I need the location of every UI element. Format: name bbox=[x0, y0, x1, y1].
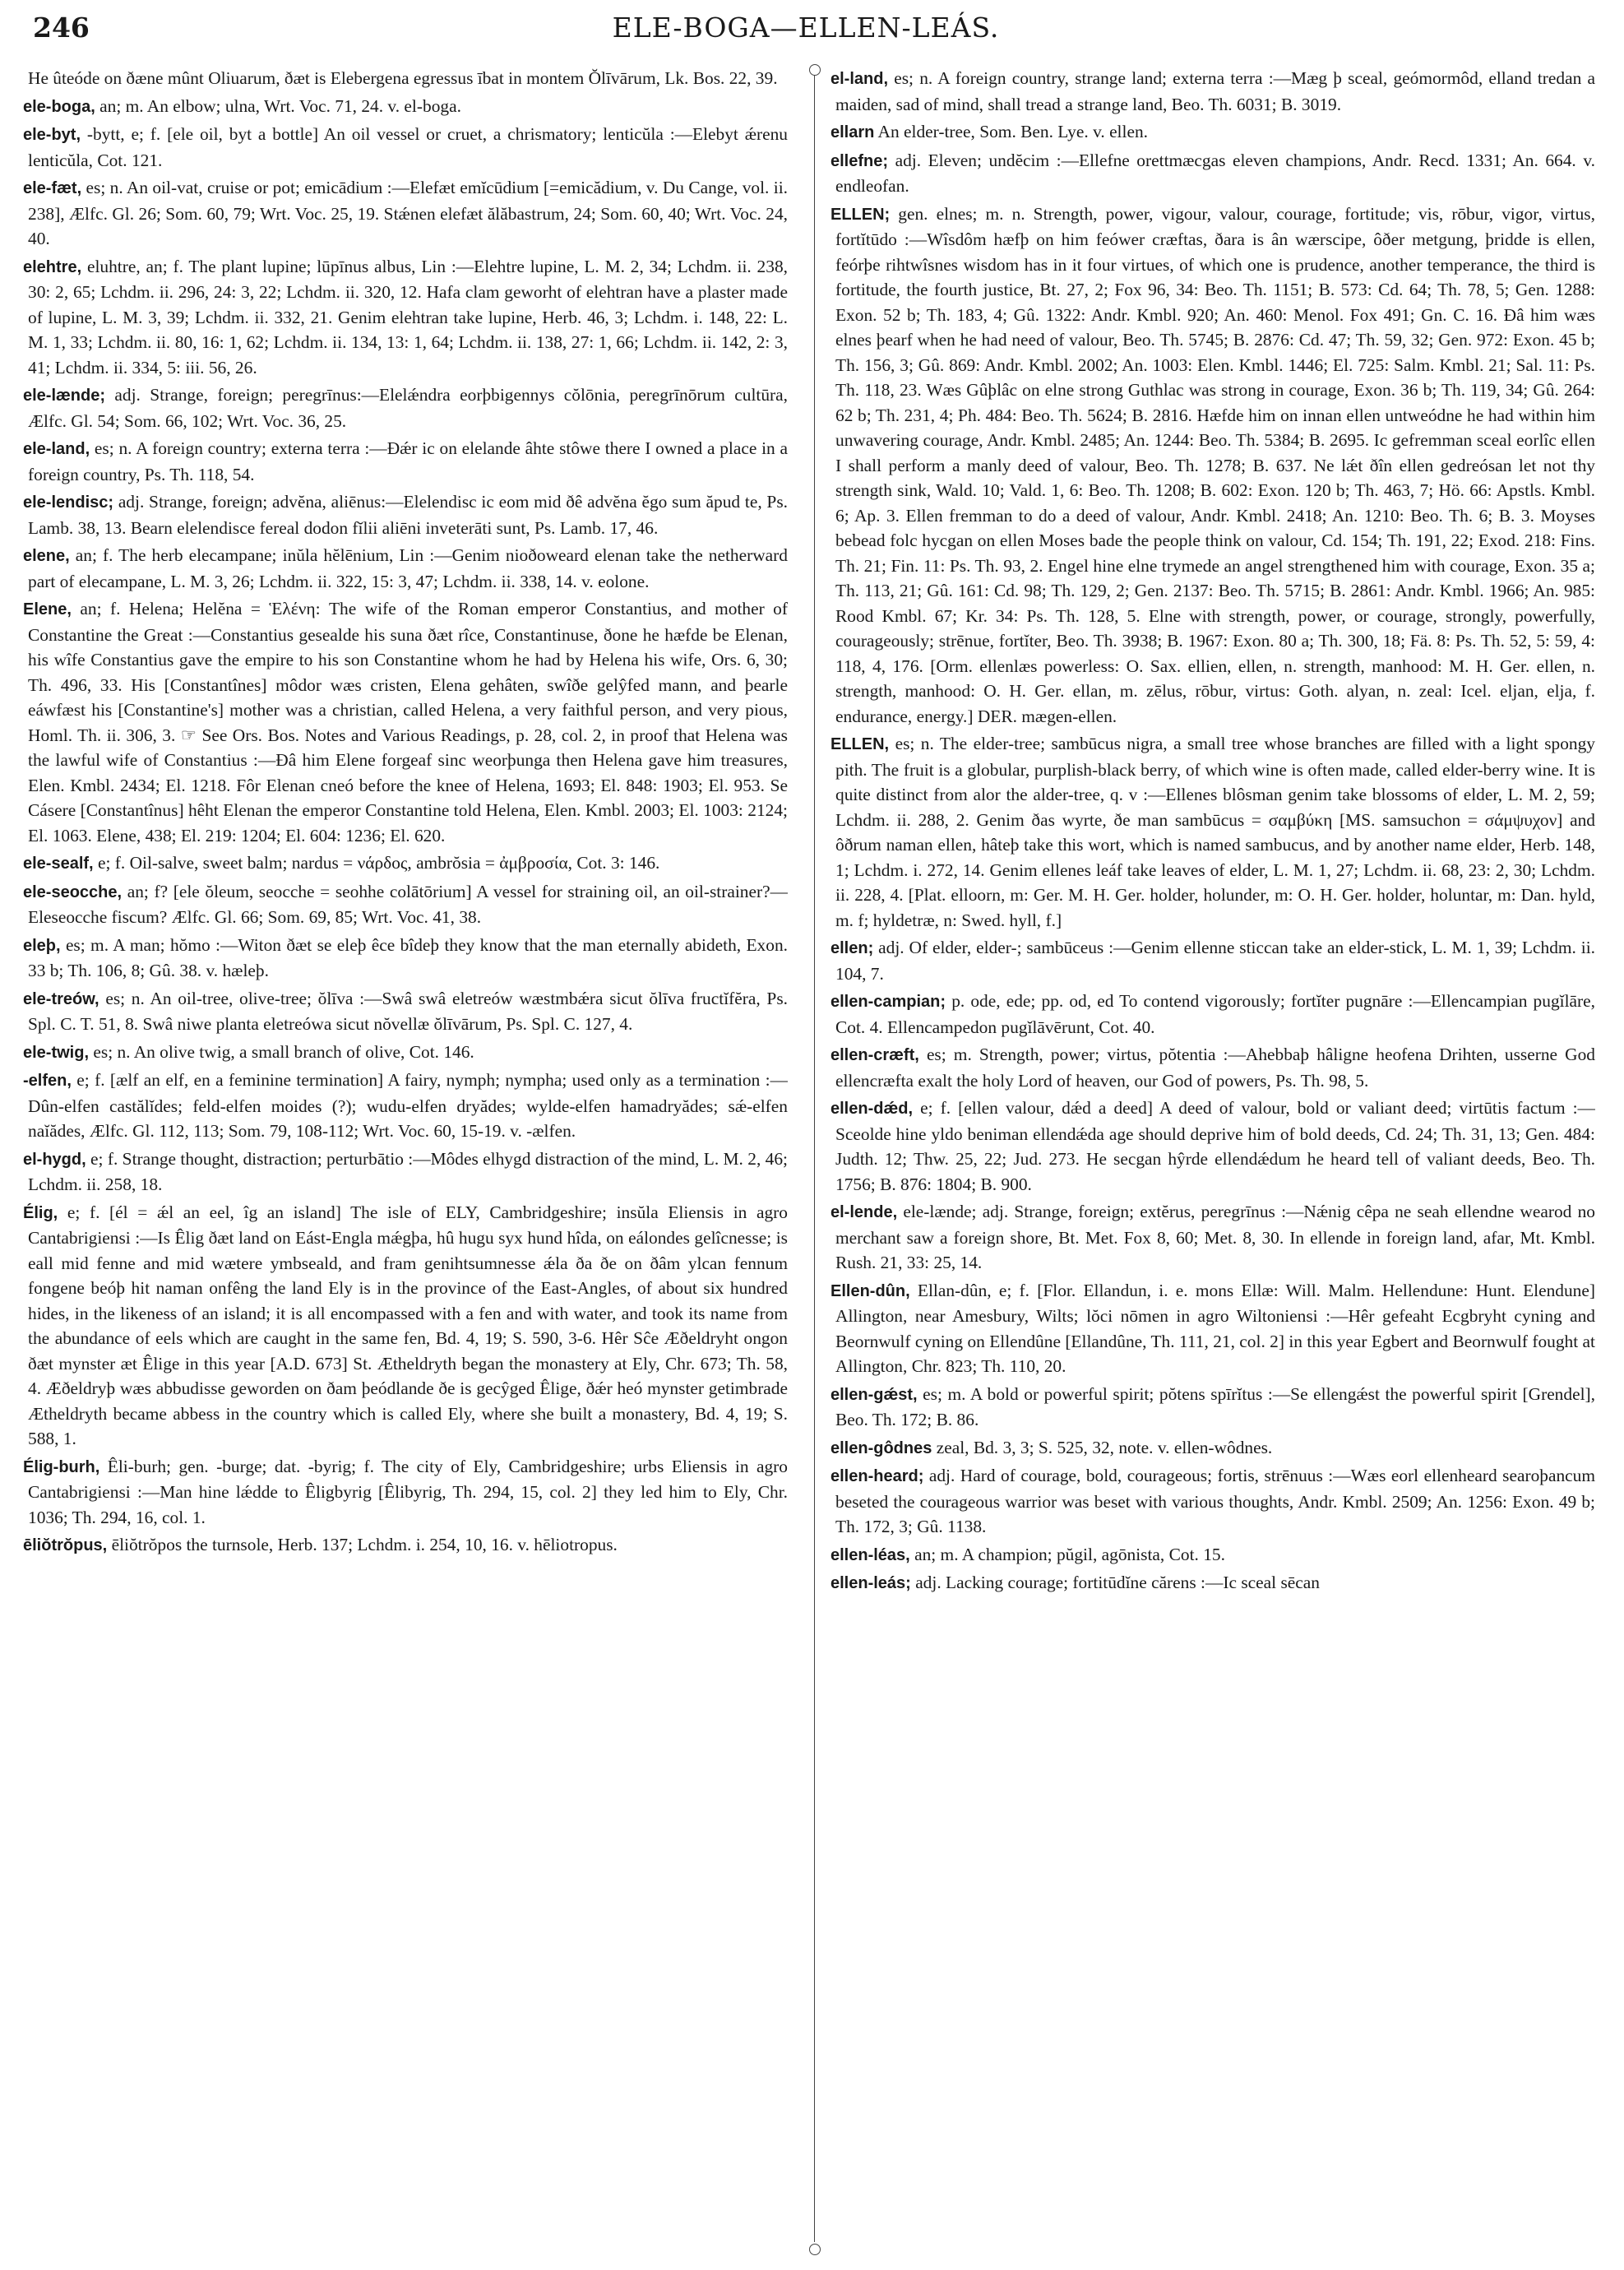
dictionary-entry bbox=[23, 94, 788, 120]
left-column bbox=[23, 66, 788, 2245]
dictionary-entry bbox=[831, 1042, 1595, 1093]
entry-definition: es; n. An oil-vat, cruise or pot; emicādium :—Elefæt emĭcūdium [=emicădium, v. Du Cange, vol. ii. 238], Ælfc. Gl. 26; Som. 60, 79; Wrt. Voc. 25, 19. Stǽnen elefæt ălăbastrum, 24; Som. 60, 40; Wrt. Voc. 24, 40. bbox=[28, 178, 788, 248]
entry-headword: Élig-burh, bbox=[23, 1457, 100, 1476]
entry-definition: es; n. A foreign country, strange land; externa terra :—Mæg þ sceal, geómormôd, elland tredan a maiden, sad of mind, shall tread a strange land, Beo. Th. 6031; B. 3019. bbox=[835, 68, 1595, 114]
entry-definition: es; n. The elder-tree; sambūcus nigra, a small tree whose branches are filled with a light spongy pith. The fruit is a globular, purplish-black berry, of which wine is often made, called elder-berry wine. It is quite distinct from alor the alder-tree, q. v :—Ellenes blôsman genim take blossoms of elder, L. M. 2, 59; Lchdm. ii. 288, 2. Genim ðas wyrte, ðe man sambūcus = σαμβύκη [MS. samsuchon = σάμψυχον] and ôðrum naman ellen, hâteþ take this wort, which is named sambucus, and by another name elder, Herb. 148, 1; Lchdm. i. 272, 14. Genim ellenes leáf take leaves of elder, L. M. 1, 27; Lchdm. ii. 68, 23: 2, 30; Lchdm. ii. 228, 4. [Plat. elloorn, m: Ger. M. H. Ger. holder, holunder, m: O. H. Ger. holder, holuntar, m: Dan. hyld, m. f; hyldetræ, n: Swed. hyll, f.] bbox=[835, 734, 1595, 930]
entry-definition: -bytt, e; f. [ele oil, byt a bottle] An oil vessel or cruet, a chrismatory; lenticŭla :—Elebyt ǽrenu lenticŭla, Cot. 121. bbox=[28, 124, 788, 170]
entry-headword: Ellen-dûn, bbox=[831, 1281, 910, 1300]
entry-headword: ele-boga, bbox=[23, 97, 95, 116]
entry-headword: Elene, bbox=[23, 600, 72, 618]
entry-definition: an; f? [ele ŏleum, seocche = seohhe colātōrium] A vessel for straining oil, an oil-strainer?—Eleseocche fiscum? Ælfc. Gl. 66; Som. 69, 85; Wrt. Voc. 41, 38. bbox=[28, 881, 788, 927]
entry-headword: ELLEN; bbox=[831, 205, 891, 224]
dictionary-entry bbox=[23, 543, 788, 594]
entry-headword: ellen; bbox=[831, 939, 874, 957]
entry-headword: ellen-gǽst, bbox=[831, 1385, 918, 1404]
dictionary-entry bbox=[831, 66, 1595, 117]
entry-headword: elehtre, bbox=[23, 257, 82, 276]
entry-definition: adj. Eleven; undĕcim :—Ellefne orettmæcgas eleven champions, Andr. Recd. 1331; An. 664. v. endleofan. bbox=[835, 150, 1595, 196]
entry-headword: ele-seocche, bbox=[23, 883, 123, 901]
entry-definition: p. ode, ede; pp. od, ed To contend vigorously; fortĭter pugnāre :—Ellencampian pugĭlāre, Cot. 4. Ellencampedon pugĭlāvērunt, Cot. 40. bbox=[835, 991, 1595, 1037]
dictionary-entry bbox=[23, 596, 788, 848]
entry-definition: es; m. A man; hŏmo :—Witon ðæt se eleþ êce bîdeþ they know that the man eternally abideth, Exon. 33 b; Th. 106, 8; Gû. 38. v. hæleþ. bbox=[28, 934, 788, 980]
dictionary-entry bbox=[831, 935, 1595, 986]
entry-definition: gen. elnes; m. n. Strength, power, vigour, valour, courage, fortitude; vis, rōbur, vigor, virtus, fortĭtūdo :—Wîsdôm hæfþ on him feówer cræftas, ðara is ân wærscipe, ôðer metgung, þridde is ellen, feórþe rihtwîsnes wisdom has in it four virtues, of which one is prudence, another temperance, the third is fortitude, the fourth justice, Bt. 27, 2; Fox 96, 34: Beo. Th. 1151; B. 573: Cd. 64; Th. 78, 5; Gen. 1288: Exon. 52 b; Th. 183, 4; Gû. 1322: Andr. Kmbl. 920; An. 460: Menol. Fox 491; Gn. C. 16. Ðâ him wæs elnes þearf when he had need of valour, Beo. Th. 5745; B. 2876: Cd. 47; Th. 59, 32; Gen. 972: Exon. 45 b; Th. 156, 3; Gû. 869: Andr. Kmbl. 2002; An. 1003: Elen. Kmbl. 1446; El. 725: Salm. Kmbl. 21; Sal. 11: Ps. Th. 118, 23. Wæs Gûþlâc on elne strong Guthlac was strong in courage, Exon. 36 b; Th. 119, 34; Gû. 264: 62 b; Th. 231, 4; Ph. 484: Beo. Th. 5624; B. 2816. Hæfde him on innan ellen untweódne he had within him unwavering courage, Andr. Kmbl. 2485; An. 1244: Beo. Th. 5384; B. 2695. Ic gefremman sceal eorlîc ellen I shall perform a manly deed of valour, Beo. Th. 1278; B. 637. Ne lǽt ðîn ellen gedreósan let not thy strength sink, Wald. 10; Vald. 1, 6: Beo. Th. 1208; B. 602: Exon. 120 b; Th. 463, 7; Hö. 66: Apstls. Kmbl. 6; Ap. 3. Ellen fremman to do a deed of valour, Andr. Kmbl. 2418; An. 1210: Beo. Th. 6; B. 3. Moyses bebead folc hycgan on ellen Moses bade the people think on valour, Cd. 154; Th. 191, 22; Exod. 218: Fins. Th. 21; Fin. 11: Ps. Th. 93, 2. Engel hine elne trymede an angel strengthened him with courage, Exon. 35 a; Th. 113, 21; Gû. 161: Cd. 98; Th. 129, 2; Gen. 2137: Beo. Th. 5715; B. 2861: Andr. Kmbl. 1966; An. 985: Rood Kmbl. 67; Kr. 34: Ps. Th. 128, 5. Elne with strength, power, or courage, strongly, powerfully, courageously; strēnue, fortĭter, Beo. Th. 3938; B. 1967: Exon. 80 a; Th. 300, 18; Fä. 8: Ps. Th. 52, 5: 59, 4: 118, 4, 176. [Orm. ellenlæs powerless: O. Sax. ellien, ellen, n. strength, manhood: M. H. Ger. ellen, n. strength, manhood: O. H. Ger. ellan, m. zēlus, rōbur, virtus: Goth. alyan, n. zeal: Icel. eljan, elja, f. endurance, energy.] DER. mægen-ellen. bbox=[835, 203, 1595, 726]
entry-definition: an; f. The herb elecampane; inŭla hĕlēnium, Lin :—Genim nioðoweard elenan take the netherward part of elecampane, L. M. 3, 26; Lchdm. ii. 322, 15: 3, 47; Lchdm. ii. 338, 14. v. eolone. bbox=[28, 545, 788, 591]
dictionary-entry bbox=[23, 1068, 788, 1144]
dictionary-entry bbox=[831, 989, 1595, 1040]
dictionary-entry bbox=[23, 1147, 788, 1198]
entry-definition: eluhtre, an; f. The plant lupine; lūpīnus albus, Lin :—Elehtre lupine, L. M. 2, 34; Lchdm. ii. 238, 30: 2, 65; Lchdm. ii. 296, 24: 3, 22; Lchdm. ii. 320, 12. Hafa clam geworht of elehtran have a plaster made of lupine, L. M. 3, 39; Lchdm. ii. 332, 21. Genim elehtran take lupine, Herb. 46, 3; Lchdm. i. 148, 22: L. M. 1, 33; Lchdm. ii. 80, 16: 1, 62; Lchdm. ii. 134, 13: 1, 64; Lchdm. ii. 138, 27: 1, 66; Lchdm. ii. 142, 2: 3, 41; Lchdm. ii. 334, 5: iii. 56, 26. bbox=[28, 256, 788, 378]
entry-headword: ele-lendisc; bbox=[23, 493, 114, 512]
entry-headword: ele-lænde; bbox=[23, 387, 106, 405]
entry-headword: el-land, bbox=[831, 70, 889, 88]
entry-headword: ellen-cræft, bbox=[831, 1046, 919, 1064]
entry-headword: ele-byt, bbox=[23, 126, 81, 144]
dictionary-entry bbox=[831, 148, 1595, 199]
dictionary-entry bbox=[831, 202, 1595, 730]
entry-definition: e; f. [ælf an elf, en a feminine termination] A fairy, nymph; nympha; used only as a termination :—Dûn-elfen castălĭdes; feld-elfen moides (?); wudu-elfen dryădes; wylde-elfen hamadryădes; sǽ-elfen naĭădes, Ælfc. Gl. 112, 113; Som. 79, 108-112; Wrt. Voc. 60, 15-19. v. -ælfen. bbox=[28, 1070, 788, 1141]
entry-headword: elene, bbox=[23, 547, 70, 565]
entry-definition: e; f. [él = ǽl an eel, îg an island] The isle of ELY, Cambridgeshire; insŭla Eliensis in agro Cantabrigiensi :—Is Êlig ðæt land on Eást-Engla mǽgþa, hû hugu syx hund hîda, on eálondes gelîcnesse; is eall mid fenne and mid wætere ymbseald, and fram genihtsumnesse ǽla ða ðe on ðâm ylcan fennum fongene beóþ hit naman onfêng the land Ely is in the province of the East-Angles, of about six hundred hides, in the likeness of an island; it is all encompassed with a fen and with water, and took its name from the abundance of eels which are caught in the same fen, Bd. 4, 19; S. 590, 3-6. Hêr Sĉe Æðeldryht ongon ðæt mynster æt Êlige in this year [A.D. 673] St. Ætheldryth began the monastery at Ely, Chr. 673; Th. 58, 4. Æðeldryþ wæs abbudisse geworden on ðam þeódlande ðe is gecŷged Êlige, ðǽr heó mynster getimbrade Ætheldryth became abbess in the country which is called Ely, where she built a monastery, Bd. 4, 19; S. 588, 1. bbox=[28, 1202, 788, 1448]
entry-definition: ele-lænde; adj. Strange, foreign; extĕrus, peregrīnus :—Nǽnig cêpa ne seah ellendne wearod no merchant saw a foreign shore, Bt. Met. Fox 8, 60; Met. 8, 30. In ellende in foreign land, afar, Mt. Kmbl. Rush. 21, 33: 25, 14. bbox=[835, 1202, 1595, 1272]
dictionary-entry bbox=[831, 1463, 1595, 1540]
dictionary-entry bbox=[23, 1454, 788, 1531]
entry-headword: ele-sealf, bbox=[23, 855, 94, 873]
dictionary-entry bbox=[23, 933, 788, 984]
dictionary-entry bbox=[23, 1040, 788, 1066]
entry-headword: ele-twig, bbox=[23, 1043, 90, 1062]
entry-definition: An elder-tree, Som. Ben. Lye. v. ellen. bbox=[877, 122, 1148, 141]
entry-definition: adj. Lacking courage; fortitūdĭne cărens :—Ic sceal sēcan bbox=[915, 1573, 1320, 1592]
entry-definition: He ûteóde on ðæne mûnt Oliuarum, ðæt is Elebergena egressus ībat in montem Ŏlīvārum, Lk. Bos. 22, 39. bbox=[28, 68, 778, 88]
entry-definition: e; f. Oil-salve, sweet balm; nardus = νάρδος, ambrŏsia = ἀμβροσία, Cot. 3: 146. bbox=[97, 853, 660, 873]
dictionary-entry bbox=[23, 254, 788, 381]
entry-headword: ēliŏtrŏpus, bbox=[23, 1536, 108, 1554]
dictionary-entry bbox=[23, 986, 788, 1037]
entry-headword: -elfen, bbox=[23, 1072, 72, 1090]
entry-definition: adj. Strange, foreign; peregrīnus:—Elelǽndra eorþbigennys cŏlōnia, peregrīnōrum cultūra, Ælfc. Gl. 54; Som. 66, 102; Wrt. Voc. 36, 25. bbox=[28, 385, 788, 431]
entry-definition: Êli-burh; gen. -burge; dat. -byrig; f. The city of Ely, Cambridgeshire; urbs Eliensis in agro Cantabrigiensi :—Man hine lǽdde to Êligbyrig [Êlibyrig, Th. 294, 15, col. 2] they led him to Ely, Chr. 1036; Th. 294, 16, col. 1. bbox=[28, 1456, 788, 1527]
dictionary-entry bbox=[23, 122, 788, 173]
entry-definition: Ellan-dûn, e; f. [Flor. Ellandun, i. e. mons Ellæ: Will. Malm. Hellendune: Hunt. Elendune] Allington, near Amesbury, Wilts; lŏci nōmen in agro Wiltoniensi :—Hêr gefeaht Ecgbryht cyning and Beornwulf cyning on Ellendûne [Ellandûne, Th. 111, 21, col. 2] in this year Egbert and Beornwulf fought at Allington, Chr. 823; Th. 110, 20. bbox=[835, 1280, 1595, 1376]
entry-definition: es; m. A bold or powerful spirit; pŏtens spīrĭtus :—Se ellengǽst the powerful spirit [Grendel], Beo. Th. 172; B. 86. bbox=[835, 1383, 1595, 1429]
dictionary-entry bbox=[831, 1278, 1595, 1379]
entry-definition: an; m. A champion; pŭgil, agōnista, Cot. 15. bbox=[914, 1544, 1225, 1564]
entry-headword: eleþ, bbox=[23, 936, 61, 955]
entry-headword: ellen-léas, bbox=[831, 1545, 910, 1564]
entry-definition: an; m. An elbow; ulna, Wrt. Voc. 71, 24. v. el-boga. bbox=[99, 95, 461, 116]
dictionary-entry bbox=[831, 1199, 1595, 1276]
entry-definition: e; f. [ellen valour, dǽd a deed] A deed of valour, bold or valiant deed; virtūtis factum :—Sceolde hine yldo beniman ellendǽda age should deprive him of bold deeds, Cd. 24; Th. 31, 13; Gen. 484: Judth. 12; Thw. 25, 22; Jud. 273. He secgan hŷrde ellendǽdum he heard tell of valiant deeds, Beo. Th. 1756; B. 876: 1804; B. 900. bbox=[835, 1098, 1595, 1194]
entry-definition: e; f. Strange thought, distraction; perturbātio :—Môdes elhygd distraction of the mind, L. M. 2, 46; Lchdm. ii. 258, 18. bbox=[28, 1148, 788, 1194]
dictionary-entry bbox=[831, 1382, 1595, 1433]
dictionary-entry bbox=[831, 731, 1595, 933]
page-number: 246 bbox=[33, 12, 90, 44]
dictionary-entry bbox=[831, 119, 1595, 146]
entry-headword: ellefne; bbox=[831, 151, 889, 170]
dictionary-entry bbox=[23, 489, 788, 540]
entry-headword: ellen-dǽd, bbox=[831, 1100, 914, 1118]
entry-headword: ellen-gôdnes bbox=[831, 1438, 932, 1457]
entry-headword: el-lende, bbox=[831, 1203, 898, 1221]
entry-headword: ellen-campian; bbox=[831, 993, 946, 1011]
dictionary-entry bbox=[831, 1542, 1595, 1568]
entry-definition: ēliŏtrŏpos the turnsole, Herb. 137; Lchdm. i. 254, 10, 16. v. hēliotropus. bbox=[111, 1535, 618, 1554]
dictionary-entry bbox=[23, 879, 788, 930]
entry-headword: ele-fæt, bbox=[23, 179, 82, 197]
dictionary-entry bbox=[831, 1435, 1595, 1462]
entry-headword: ellen-leás; bbox=[831, 1574, 911, 1592]
entry-headword: ele-treów, bbox=[23, 989, 99, 1008]
divider-ornament-top bbox=[809, 64, 821, 76]
column-divider bbox=[814, 71, 815, 2242]
entry-definition: adj. Of elder, elder-; sambūceus :—Genim ellenne sticcan take an elder-stick, L. M. 1, 39; Lchdm. ii. 104, 7. bbox=[835, 938, 1595, 984]
entry-headword: el-hygd, bbox=[23, 1150, 86, 1169]
dictionary-entry bbox=[831, 1570, 1595, 1596]
dictionary-entry bbox=[831, 1096, 1595, 1197]
dictionary-entry bbox=[23, 66, 788, 91]
entry-definition: es; n. A foreign country; externa terra :—Ðǽr ic on elelande âhte stôwe there I owned a place in a foreign country, Ps. Th. 118, 54. bbox=[28, 438, 788, 484]
entry-definition: adj. Hard of courage, bold, courageous; fortis, strēnuus :—Wæs eorl ellenheard searoþancum beseted the courageous warrior was beset with various thoughts, Andr. Kmbl. 2509; An. 1256: Exon. 49 b; Th. 172, 3; Gû. 1138. bbox=[835, 1466, 1595, 1536]
entry-headword: ele-land, bbox=[23, 440, 90, 458]
dictionary-entry bbox=[23, 382, 788, 433]
running-head: ELE-BOGA—ELLEN-LEÁS. bbox=[612, 12, 1000, 44]
entry-definition: an; f. Helena; Helĕna = Ἑλένη: The wife of the Roman emperor Constantius, and mother of Constantine the Great :—Constantius gesealde his suna ðæt rîce, Constantinuse, ðone he hæfde be Elenan, his wîfe Constantius gave the empire to his son Constantine whom he had by Helena his wife, Ors. 6, 30; Th. 496, 33. His [Constantînes] môdor wæs cristen, Elena gehâten, swîðe gelŷfed mann, and þearle eáwfæst his [Constantine's] mother was a christian, called Helena, a very faithful person, and very pious, Homl. Th. ii. 306, 3. ☞ See Ors. Bos. Notes and Various Readings, p. 28, col. 2, in proof that Helena was the lawful wife of Constantius :—Ðâ him Elene forgeaf sinc weorþunga then Helena gave him treasures, Elen. Kmbl. 2434; El. 1218. Fôr Elenan cneó before the knee of Helena, 1693; El. 848: 1903; El. 953. Se Cásere [Constantînus] hêht Elenan the emperor Constantine told Helena, Elen. Kmbl. 2003; El. 1003: 2124; El. 1063. Elene, 438; El. 219: 1204; El. 604: 1236; El. 620. bbox=[28, 599, 788, 845]
entry-definition: es; n. An oil-tree, olive-tree; ŏlīva :—Swâ swâ eletreów wæstmbǽra sicut ŏlīva fructĭfĕra, Ps. Spl. C. T. 51, 8. Swâ niwe planta eletreówa sicut nŏvellæ ŏlīvārum, Ps. Spl. C. 127, 4. bbox=[28, 988, 788, 1034]
entry-definition: zeal, Bd. 3, 3; S. 525, 32, note. v. ellen-wôdnes. bbox=[936, 1437, 1273, 1457]
dictionary-entry bbox=[23, 850, 788, 877]
dictionary-entry bbox=[23, 1200, 788, 1452]
divider-ornament-bottom bbox=[809, 2244, 821, 2255]
entry-headword: ELLEN, bbox=[831, 735, 890, 753]
dictionary-entry bbox=[23, 1532, 788, 1559]
entry-definition: adj. Strange, foreign; advĕna, aliēnus:—Elelendisc ic eom mid ðê advĕna ĕgo sum ăpud te, Ps. Lamb. 38, 13. Bearn elelendisce fereal dodon fĭlii aliēni inveterāti sunt, Ps. Lamb. 17, 46. bbox=[28, 492, 788, 538]
dictionary-entry bbox=[23, 175, 788, 252]
entry-headword: ellen-heard; bbox=[831, 1467, 924, 1485]
right-column bbox=[831, 66, 1595, 2245]
entry-headword: Élig, bbox=[23, 1203, 58, 1222]
dictionary-entry bbox=[23, 436, 788, 487]
page-header bbox=[33, 12, 1579, 53]
entry-definition: es; m. Strength, power; virtus, pŏtentia :—Ahebbaþ hâligne heofena Drihten, usserne God ellencræfta exalt the holy Lord of heaven, our God of powers, Ps. Th. 98, 5. bbox=[835, 1045, 1595, 1091]
entry-headword: ellarn bbox=[831, 123, 875, 141]
entry-definition: es; n. An olive twig, a small branch of olive, Cot. 146. bbox=[93, 1041, 474, 1062]
